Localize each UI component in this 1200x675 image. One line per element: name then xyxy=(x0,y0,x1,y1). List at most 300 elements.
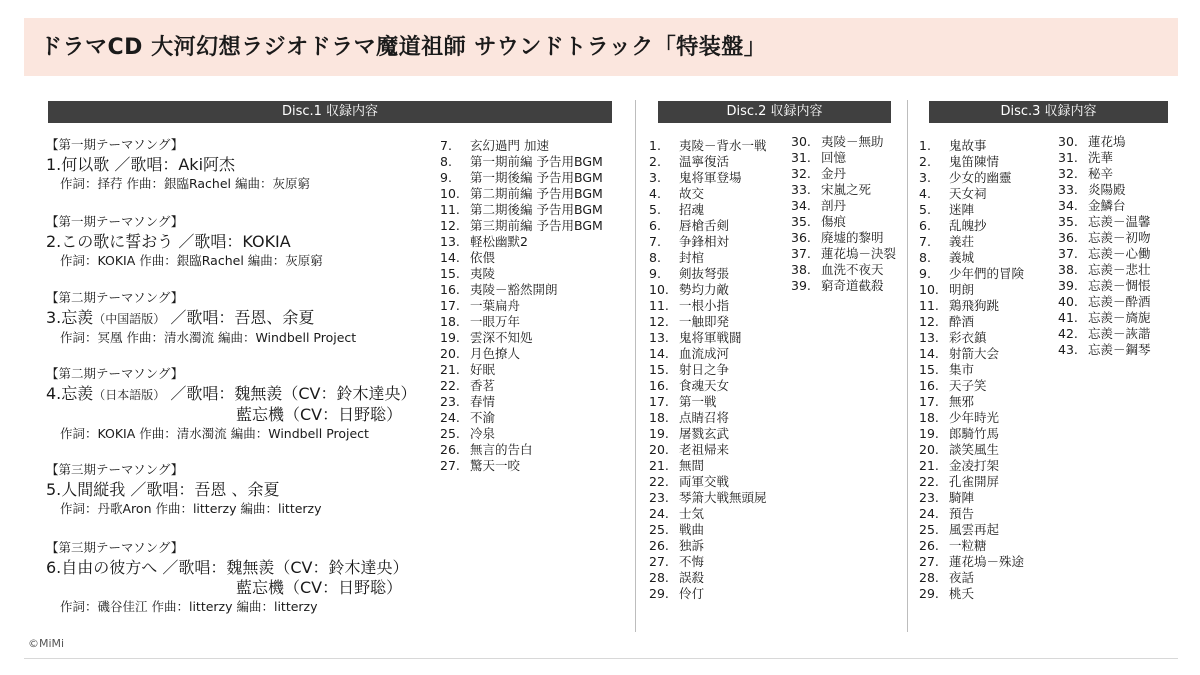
track-number: 7. xyxy=(440,138,452,153)
track-item xyxy=(440,202,603,218)
track-item xyxy=(1058,246,1151,262)
track-item xyxy=(649,330,767,346)
track-item xyxy=(791,262,896,278)
track-item xyxy=(440,266,603,282)
track-item xyxy=(649,538,767,554)
track-title: 蓮花塢 xyxy=(1088,134,1126,149)
track-number: 18. xyxy=(919,410,939,425)
track-number: 36. xyxy=(1058,230,1078,245)
page-title: ドラマCD 大河幻想ラジオドラマ魔道祖師 サウンドトラック「特装盤」 xyxy=(40,35,767,60)
track-title: 鬼故事 xyxy=(949,138,987,153)
disc1-track-list xyxy=(440,138,603,474)
track-item xyxy=(919,458,1024,474)
track-title: 鶏飛狗跳 xyxy=(949,298,1000,313)
track-item xyxy=(440,138,603,154)
track-title: 第一期前編 予告用BGM xyxy=(470,154,603,169)
track-title: 夜話 xyxy=(949,570,975,585)
track-item xyxy=(791,246,896,262)
track-number: 5. xyxy=(919,202,931,217)
copyright-notice: ©MiMi xyxy=(28,637,65,650)
track-item xyxy=(440,362,603,378)
track-title: 騎陣 xyxy=(949,490,975,505)
track-title: 鬼将軍戦闘 xyxy=(679,330,742,345)
track-item xyxy=(919,154,1024,170)
track-number: 28. xyxy=(919,570,939,585)
column-divider xyxy=(635,100,636,632)
track-number: 16. xyxy=(440,282,460,297)
track-item xyxy=(791,150,896,166)
track-item xyxy=(919,266,1024,282)
track-item xyxy=(791,278,896,294)
track-item xyxy=(440,170,603,186)
song-entry xyxy=(46,214,466,269)
track-item xyxy=(649,490,767,506)
track-item xyxy=(649,554,767,570)
song-title-main: 4.忘羨 xyxy=(46,384,94,403)
track-item xyxy=(1058,134,1151,150)
song-version-note: （中国語版） xyxy=(93,312,166,326)
track-item xyxy=(649,506,767,522)
track-title: 無言的告白 xyxy=(470,442,533,457)
track-title: 冷泉 xyxy=(470,426,496,441)
track-item xyxy=(919,538,1024,554)
track-item xyxy=(1058,278,1151,294)
track-item xyxy=(649,314,767,330)
track-number: 23. xyxy=(649,490,669,505)
track-number: 9. xyxy=(919,266,931,281)
track-title: 依偎 xyxy=(470,250,496,265)
track-item xyxy=(919,426,1024,442)
track-title: 鬼笛陳情 xyxy=(949,154,1000,169)
track-title: 忘羨－温馨 xyxy=(1088,214,1151,229)
track-item xyxy=(919,170,1024,186)
track-title: 回憶 xyxy=(821,150,847,165)
track-number: 26. xyxy=(649,538,669,553)
track-title: 琴箫大戦無頭屍 xyxy=(679,490,767,505)
track-title: 争鋒相対 xyxy=(679,234,730,249)
track-number: 25. xyxy=(649,522,669,537)
track-title: 洗華 xyxy=(1088,150,1114,165)
track-number: 13. xyxy=(649,330,669,345)
track-number: 1. xyxy=(649,138,661,153)
track-item xyxy=(919,218,1024,234)
song-version-note: （日本語版） xyxy=(93,388,166,402)
song-entry xyxy=(46,462,466,517)
track-title: 鬼将軍登場 xyxy=(679,170,742,185)
track-title: 蓮花塢－殊途 xyxy=(949,554,1025,569)
track-title: 士気 xyxy=(679,506,705,521)
track-item xyxy=(919,346,1024,362)
footer-divider xyxy=(24,658,1178,659)
track-number: 37. xyxy=(1058,246,1078,261)
track-number: 26. xyxy=(919,538,939,553)
track-title: 忘羨－旖旎 xyxy=(1088,310,1151,325)
track-item xyxy=(440,314,603,330)
track-item xyxy=(791,230,896,246)
track-number: 15. xyxy=(440,266,460,281)
track-item xyxy=(919,234,1024,250)
track-title: 驚天一咬 xyxy=(470,458,521,473)
track-number: 3. xyxy=(649,170,661,185)
track-number: 6. xyxy=(919,218,931,233)
disc3-track-list xyxy=(919,138,1024,602)
track-item xyxy=(649,170,767,186)
song-entry xyxy=(46,137,466,192)
track-item xyxy=(440,298,603,314)
track-number: 14. xyxy=(649,346,669,361)
track-item xyxy=(649,154,767,170)
track-title: 唇槍舌剣 xyxy=(679,218,730,233)
track-title: 好眠 xyxy=(470,362,496,377)
track-title: 忘羨－心働 xyxy=(1088,246,1151,261)
track-title: 金凌打架 xyxy=(949,458,1000,473)
track-item xyxy=(649,362,767,378)
track-item xyxy=(649,570,767,586)
song-section-label: 【第三期テーマソング】 xyxy=(46,540,184,555)
track-title: 老祖帰来 xyxy=(679,442,730,457)
track-item xyxy=(919,298,1024,314)
track-number: 40. xyxy=(1058,294,1078,309)
track-item xyxy=(919,442,1024,458)
song-second-singer: 藍忘機（CV：日野聡） xyxy=(236,578,403,597)
track-number: 17. xyxy=(919,394,939,409)
track-title: 少年時光 xyxy=(949,410,1000,425)
track-item xyxy=(1058,166,1151,182)
track-title: 一眼万年 xyxy=(470,314,521,329)
track-item xyxy=(791,182,896,198)
song-title: 1.何以歌 ／歌唱：Aki阿杰 xyxy=(46,155,236,174)
track-title: 酔酒 xyxy=(949,314,975,329)
song-entry xyxy=(46,290,466,346)
track-title: 伶仃 xyxy=(679,586,705,601)
track-item xyxy=(919,506,1024,522)
track-title: 軽松幽默2 xyxy=(470,234,528,249)
track-item xyxy=(1058,326,1151,342)
track-item xyxy=(919,410,1024,426)
track-number: 21. xyxy=(649,458,669,473)
song-credits: 作詞：择荇 作曲：銀臨Rachel 編曲：灰原窮 xyxy=(60,176,310,191)
track-item xyxy=(649,266,767,282)
track-number: 8. xyxy=(919,250,931,265)
track-number: 20. xyxy=(919,442,939,457)
track-title: 一葉扁舟 xyxy=(470,298,521,313)
track-number: 1. xyxy=(919,138,931,153)
track-title: 第一戦 xyxy=(679,394,717,409)
track-number: 18. xyxy=(649,410,669,425)
track-number: 33. xyxy=(1058,182,1078,197)
track-title: 炎陽殿 xyxy=(1088,182,1126,197)
track-number: 30. xyxy=(791,134,811,149)
track-item xyxy=(1058,342,1151,358)
track-title: 宋嵐之死 xyxy=(821,182,872,197)
song-second-singer: 藍忘機（CV：日野聡） xyxy=(236,405,403,424)
track-title: 一触即発 xyxy=(679,314,730,329)
track-title: 蓮花塢－決裂 xyxy=(821,246,897,261)
song-section-label: 【第一期テーマソング】 xyxy=(46,214,184,229)
track-number: 22. xyxy=(649,474,669,489)
track-number: 9. xyxy=(440,170,452,185)
track-title: 傷痕 xyxy=(821,214,847,229)
track-title: 剣抜弩張 xyxy=(679,266,730,281)
track-title: 忘羨－鋼琴 xyxy=(1088,342,1151,357)
track-number: 8. xyxy=(440,154,452,169)
track-title: 血洗不夜天 xyxy=(821,262,884,277)
song-section-label: 【第二期テーマソング】 xyxy=(46,366,184,381)
track-item xyxy=(440,218,603,234)
track-number: 12. xyxy=(919,314,939,329)
track-title: 封棺 xyxy=(679,250,705,265)
track-number: 42. xyxy=(1058,326,1078,341)
track-item xyxy=(440,378,603,394)
song-section-label: 【第二期テーマソング】 xyxy=(46,290,184,305)
track-number: 10. xyxy=(440,186,460,201)
track-number: 2. xyxy=(919,154,931,169)
track-number: 4. xyxy=(919,186,931,201)
track-title: 夷陵－豁然開朗 xyxy=(470,282,558,297)
track-number: 33. xyxy=(791,182,811,197)
track-item xyxy=(440,426,603,442)
track-number: 11. xyxy=(440,202,460,217)
track-number: 28. xyxy=(649,570,669,585)
track-number: 11. xyxy=(919,298,939,313)
song-title: 5.人間縦我 ／歌唱：吾恩 、余夏 xyxy=(46,480,280,499)
song-credits: 作詞：KOKIA 作曲：銀臨Rachel 編曲：灰原窮 xyxy=(60,253,323,268)
track-item xyxy=(1058,294,1151,310)
track-title: 郎騎竹馬 xyxy=(949,426,1000,441)
song-title: 2.この歌に誓おう ／歌唱：KOKIA xyxy=(46,232,291,251)
track-item xyxy=(649,474,767,490)
track-title: 少年們的冒険 xyxy=(949,266,1025,281)
track-title: 不渝 xyxy=(470,410,496,425)
track-number: 3. xyxy=(919,170,931,185)
track-title: 明朗 xyxy=(949,282,975,297)
track-item xyxy=(649,394,767,410)
track-item xyxy=(649,250,767,266)
track-item xyxy=(791,198,896,214)
track-number: 18. xyxy=(440,314,460,329)
track-title: 勢均力敵 xyxy=(679,282,730,297)
track-number: 27. xyxy=(649,554,669,569)
track-number: 23. xyxy=(440,394,460,409)
track-number: 41. xyxy=(1058,310,1078,325)
track-number: 34. xyxy=(1058,198,1078,213)
track-number: 39. xyxy=(1058,278,1078,293)
track-title: 夷陵 xyxy=(470,266,496,281)
track-item xyxy=(1058,150,1151,166)
track-item xyxy=(440,346,603,362)
song-credits: 作詞：冥凰 作曲：清水濁流 編曲：Windbell Project xyxy=(60,330,357,345)
track-number: 19. xyxy=(919,426,939,441)
track-title: 剖丹 xyxy=(821,198,847,213)
track-title: 射日之争 xyxy=(679,362,730,377)
track-item xyxy=(1058,230,1151,246)
track-item xyxy=(791,134,896,150)
track-item xyxy=(919,250,1024,266)
track-item xyxy=(1058,310,1151,326)
track-title: 迷陣 xyxy=(949,202,975,217)
track-number: 20. xyxy=(440,346,460,361)
track-number: 5. xyxy=(649,202,661,217)
track-number: 37. xyxy=(791,246,811,261)
track-item xyxy=(1058,198,1151,214)
track-item xyxy=(440,186,603,202)
disc3-track-list-continued xyxy=(1058,134,1151,358)
track-item xyxy=(649,410,767,426)
song-entry xyxy=(46,540,466,615)
song-title xyxy=(46,384,466,405)
track-title: 忘羨－悲壮 xyxy=(1088,262,1151,277)
track-item xyxy=(440,234,603,250)
track-title: 集市 xyxy=(949,362,975,377)
track-item xyxy=(649,458,767,474)
track-item xyxy=(919,474,1024,490)
track-number: 34. xyxy=(791,198,811,213)
track-number: 35. xyxy=(791,214,811,229)
track-number: 13. xyxy=(440,234,460,249)
track-number: 8. xyxy=(649,250,661,265)
track-title: 不悔 xyxy=(679,554,705,569)
track-title: 故交 xyxy=(679,186,705,201)
track-number: 14. xyxy=(440,250,460,265)
track-item xyxy=(919,586,1024,602)
track-item xyxy=(649,346,767,362)
track-title: 血流成河 xyxy=(679,346,730,361)
track-number: 21. xyxy=(919,458,939,473)
track-item xyxy=(649,522,767,538)
track-title: 少女的幽靈 xyxy=(949,170,1012,185)
track-number: 39. xyxy=(791,278,811,293)
track-title: 義荘 xyxy=(949,234,975,249)
track-title: 第三期前編 予告用BGM xyxy=(470,218,603,233)
track-title: 窮奇道截殺 xyxy=(821,278,884,293)
track-title: 金鱗台 xyxy=(1088,198,1126,213)
song-title-main: 3.忘羨 xyxy=(46,308,94,327)
track-title: 両軍交戦 xyxy=(679,474,730,489)
track-number: 22. xyxy=(440,378,460,393)
track-item xyxy=(440,442,603,458)
track-title: 夷陵－背水一戦 xyxy=(679,138,767,153)
track-number: 24. xyxy=(440,410,460,425)
track-title: 天子笑 xyxy=(949,378,987,393)
track-title: 忘羨－酔酒 xyxy=(1088,294,1151,309)
song-singer: ／歌唱：吾恩、余夏 xyxy=(165,308,315,327)
track-item xyxy=(440,154,603,170)
track-item xyxy=(791,214,896,230)
track-number: 12. xyxy=(440,218,460,233)
track-number: 25. xyxy=(440,426,460,441)
song-section-label: 【第三期テーマソング】 xyxy=(46,462,184,477)
track-number: 12. xyxy=(649,314,669,329)
track-title: 義城 xyxy=(949,250,975,265)
track-item xyxy=(440,458,603,474)
track-item xyxy=(649,186,767,202)
track-title: 屠戮玄武 xyxy=(679,426,730,441)
track-number: 29. xyxy=(919,586,939,601)
track-number: 19. xyxy=(649,426,669,441)
disc2-header: Disc.2 収録内容 xyxy=(658,101,891,123)
track-number: 16. xyxy=(649,378,669,393)
track-title: 玄幻過門 加速 xyxy=(470,138,549,153)
track-number: 7. xyxy=(919,234,931,249)
track-number: 24. xyxy=(919,506,939,521)
track-number: 21. xyxy=(440,362,460,377)
track-item xyxy=(649,202,767,218)
track-number: 31. xyxy=(791,150,811,165)
track-number: 20. xyxy=(649,442,669,457)
track-title: 春情 xyxy=(470,394,496,409)
column-divider xyxy=(907,100,908,632)
track-title: 第二期後編 予告用BGM xyxy=(470,202,603,217)
track-number: 24. xyxy=(649,506,669,521)
track-title: 第二期前編 予告用BGM xyxy=(470,186,603,201)
track-number: 13. xyxy=(919,330,939,345)
track-item xyxy=(919,202,1024,218)
song-singer: ／歌唱：魏無羨（CV：鈴木達央） xyxy=(165,384,417,403)
track-number: 17. xyxy=(649,394,669,409)
track-title: 月色撩人 xyxy=(470,346,521,361)
track-title: 第一期後編 予告用BGM xyxy=(470,170,603,185)
track-title: 彩衣鎮 xyxy=(949,330,987,345)
track-number: 4. xyxy=(649,186,661,201)
track-title: 無邪 xyxy=(949,394,975,409)
track-number: 6. xyxy=(649,218,661,233)
track-item xyxy=(919,314,1024,330)
track-number: 31. xyxy=(1058,150,1078,165)
track-number: 30. xyxy=(1058,134,1078,149)
track-item xyxy=(919,282,1024,298)
track-item xyxy=(919,490,1024,506)
track-number: 38. xyxy=(791,262,811,277)
track-title: 香茗 xyxy=(470,378,496,393)
track-title: 夷陵－無助 xyxy=(821,134,884,149)
track-number: 26. xyxy=(440,442,460,457)
track-item xyxy=(649,218,767,234)
track-item xyxy=(440,394,603,410)
track-item xyxy=(919,522,1024,538)
track-title: 忘羨－詼諧 xyxy=(1088,326,1151,341)
track-number: 19. xyxy=(440,330,460,345)
track-number: 17. xyxy=(440,298,460,313)
track-item xyxy=(440,282,603,298)
track-title: 忘羨－初吻 xyxy=(1088,230,1151,245)
song-credits: 作詞：KOKIA 作曲：清水濁流 編曲：Windbell Project xyxy=(60,426,369,441)
track-title: 乱魄抄 xyxy=(949,218,987,233)
track-title: 雲深不知処 xyxy=(470,330,533,345)
track-title: 独訴 xyxy=(679,538,705,553)
track-title: 戦曲 xyxy=(679,522,705,537)
disc2-track-list xyxy=(649,138,767,602)
track-number: 27. xyxy=(440,458,460,473)
track-item xyxy=(791,166,896,182)
track-item xyxy=(649,282,767,298)
track-item xyxy=(919,330,1024,346)
song-credits: 作詞：丹歌Aron 作曲：litterzy 編曲：litterzy xyxy=(60,501,322,516)
track-number: 43. xyxy=(1058,342,1078,357)
track-number: 10. xyxy=(919,282,939,297)
track-number: 35. xyxy=(1058,214,1078,229)
track-number: 14. xyxy=(919,346,939,361)
track-title: 風雲再起 xyxy=(949,522,1000,537)
track-title: 温寧復活 xyxy=(679,154,730,169)
track-number: 9. xyxy=(649,266,661,281)
track-number: 16. xyxy=(919,378,939,393)
track-item xyxy=(440,250,603,266)
track-number: 32. xyxy=(1058,166,1078,181)
track-number: 23. xyxy=(919,490,939,505)
track-title: 廃墟的黎明 xyxy=(821,230,884,245)
track-item xyxy=(649,426,767,442)
disc2-track-list-continued xyxy=(791,134,896,294)
